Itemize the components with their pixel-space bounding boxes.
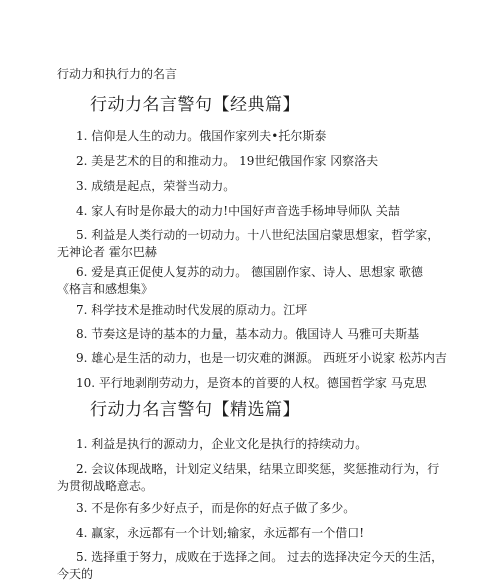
quote-item: 2. 会议体现战略，计划定义结果，结果立即奖惩，奖惩推动行为，行为贯彻战略意志。 <box>57 462 440 493</box>
quote-item: 5. 选择重于努力，成败在于选择之间。 过去的选择决定今天的生活，今天的 <box>57 550 444 581</box>
section-heading-selected: 行动力名言警句【精选篇】 <box>90 400 300 420</box>
quote-item: 9. 雄心是生活的动力，也是一切灾难的渊源。 西班牙小说家 松苏内吉 <box>76 351 447 365</box>
quote-item: 7. 科学技术是推动时代发展的原动力。江坪 <box>76 303 308 317</box>
quote-item: 8. 节奏这是诗的基本的力量，基本动力。俄国诗人 马雅可夫斯基 <box>76 327 420 341</box>
document-title: 行动力和执行力的名言 <box>57 67 178 81</box>
quote-item: 3. 成绩是起点，荣誉当动力。 <box>76 179 236 193</box>
quote-item: 6. 爱是真正促使人复苏的动力。 德国剧作家、诗人、思想家 歌德 《格言和感想集》 <box>57 265 423 296</box>
quote-item: 4. 赢家，永远都有一个计划;输家，永远都有一个借口! <box>76 526 365 540</box>
quote-item: 10. 平行地剥削劳动力，是资本的首要的人权。德国哲学家 马克思 <box>76 376 427 390</box>
quote-item: 1. 利益是执行的源动力，企业文化是执行的持续动力。 <box>76 437 368 451</box>
section-heading-classic: 行动力名言警句【经典篇】 <box>90 95 300 115</box>
quote-item: 5. 利益是人类行动的一切动力。十八世纪法国启蒙思想家，哲学家，无神论者 霍尔巴赫 <box>57 228 440 259</box>
quote-item: 4. 家人有时是你最大的动力!中国好声音选手杨坤导师队 关喆 <box>76 204 400 218</box>
quote-item: 3. 不是你有多少好点子，而是你的好点子做了多少。 <box>76 501 356 515</box>
quote-item: 1. 信仰是人生的动力。俄国作家列夫•托尔斯泰 <box>76 129 327 143</box>
quote-item: 2. 美是艺术的目的和推动力。 19世纪俄国作家 冈察洛夫 <box>76 154 379 168</box>
